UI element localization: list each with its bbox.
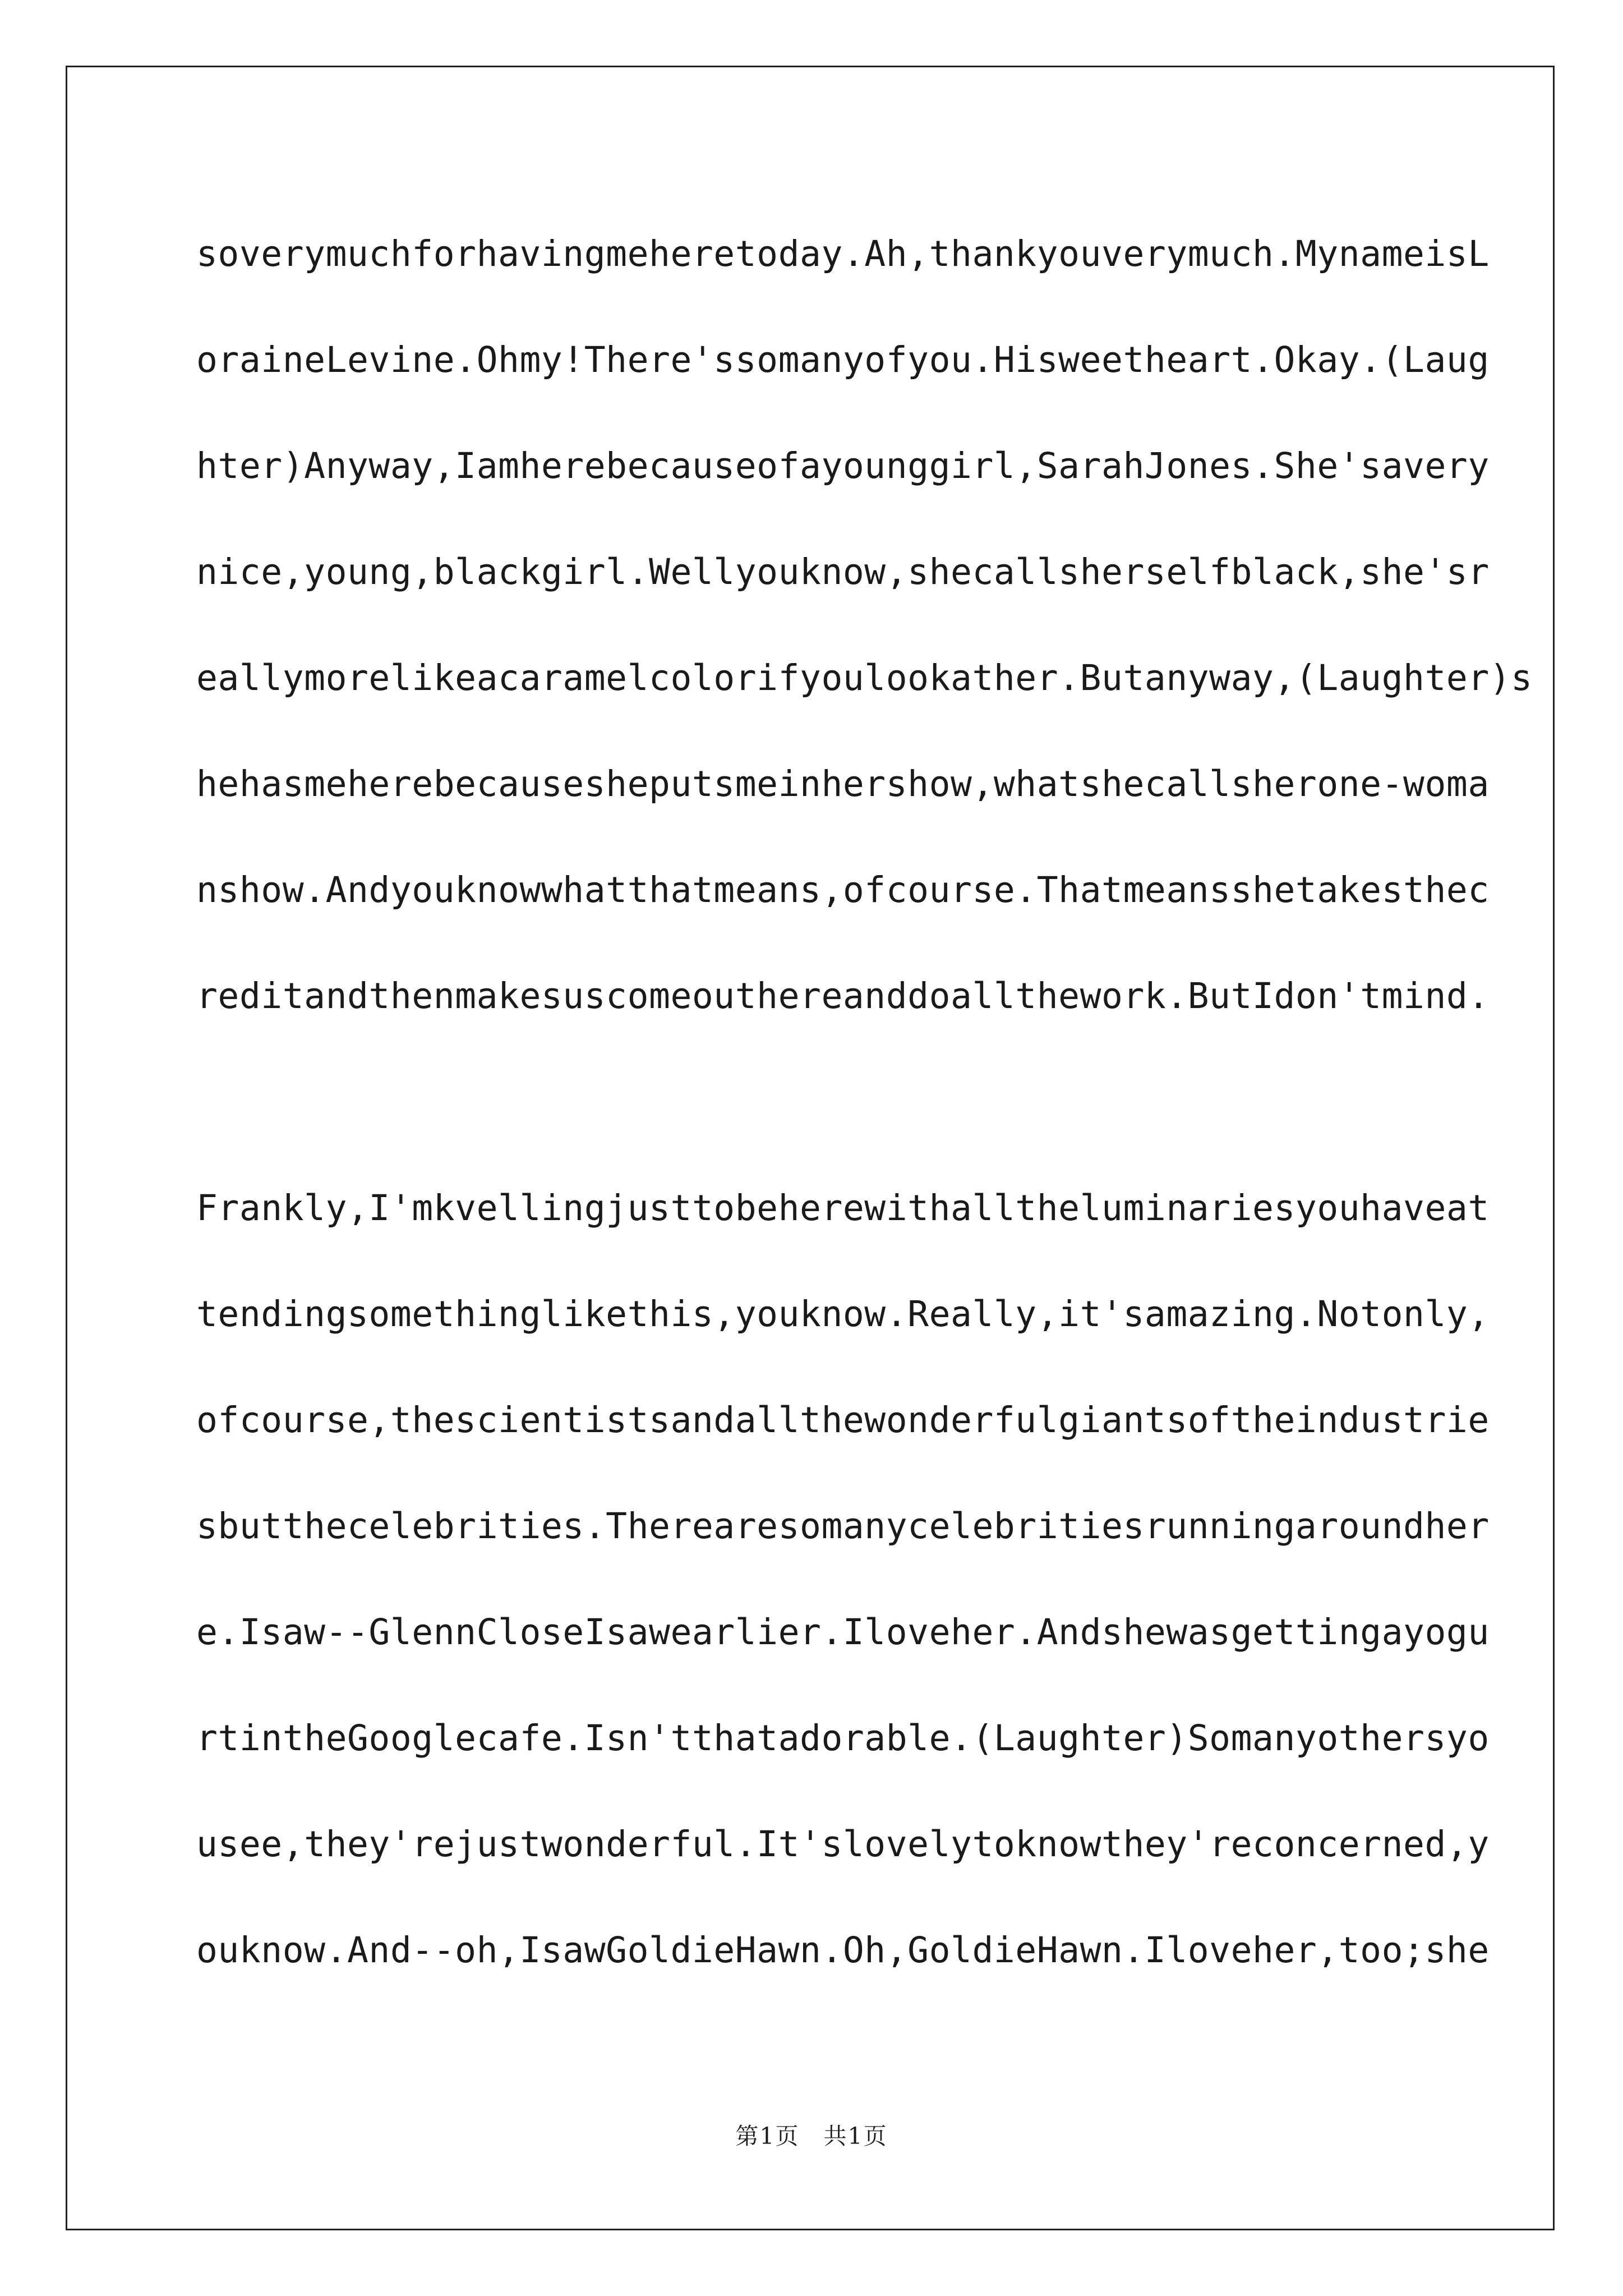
text-line: eallymorelikeacaramelcolorifyoulookather.Butanyway,(Laughter)s [196, 657, 1533, 698]
text-line: sbutthecelebrities.Therearesomanycelebritiesrunningaroundher [196, 1506, 1490, 1547]
paragraph-1 [196, 219, 1533, 1068]
text-line: ofcourse,thescientistsandallthewonderfulgiantsoftheindustrie [196, 1400, 1490, 1441]
text-line: nice,young,blackgirl.Wellyouknow,shecallsherselfblack,she'sr [196, 551, 1490, 592]
document-body [196, 219, 1533, 2022]
text-line: tendingsomethinglikethis,youknow.Really,it'samazing.Notonly, [196, 1294, 1490, 1335]
text-line: usee,they'rejustwonderful.It'slovelytoknowthey'reconcerned,y [196, 1824, 1490, 1865]
text-line: soverymuchforhavingmeheretoday.Ah,thankyouverymuch.MynameisL [196, 233, 1490, 274]
paragraph-gap [196, 1068, 1464, 1174]
text-line: nshow.Andyouknowwhatthatmeans,ofcourse.Thatmeansshetakesthec [196, 869, 1490, 910]
text-line: ouknow.And--oh,IsawGoldieHawn.Oh,GoldieHawn.Iloveher,too;she [196, 1930, 1490, 1971]
text-line: reditandthenmakesuscomeouthereanddoallthework.ButIdon'tmind. [196, 976, 1490, 1016]
text-line: rtintheGooglecafe.Isn'tthatadorable.(Laughter)Somanyothersyo [196, 1718, 1490, 1759]
text-line: hehasmeherebecausesheputsmeinhershow,whatshecallsherone-woma [196, 763, 1490, 804]
paragraph-2 [196, 1174, 1490, 2022]
text-line: oraineLevine.Ohmy!There'ssomanyofyou.Hisweetheart.Okay.(Laug [196, 339, 1490, 380]
text-line: Frankly,I'mkvellingjusttobeherewithalltheluminariesyouhaveat [196, 1188, 1490, 1228]
text-line: e.Isaw--GlennCloseIsawearlier.Iloveher.Andshewasgettingayogu [196, 1612, 1490, 1653]
page-number-footer: 第1页 共1页 [735, 2123, 888, 2150]
text-line: hter)Anyway,Iamherebecauseofayounggirl,SarahJones.She'savery [196, 445, 1490, 486]
